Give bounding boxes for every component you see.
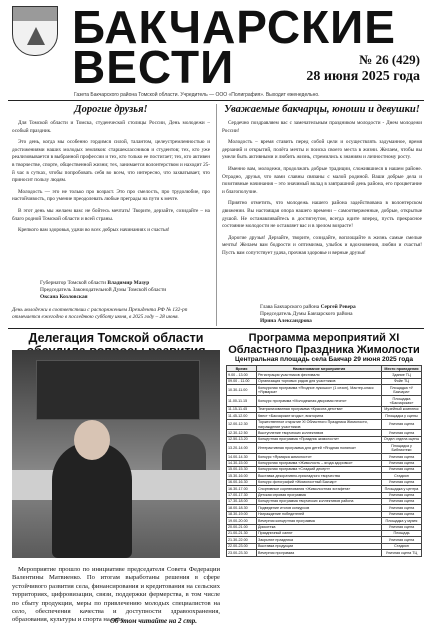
event-cell: Закрытие праздника — [257, 537, 382, 543]
continued-note: Об этом читайте на 2 стр. — [110, 617, 198, 625]
event-cell: Концертная программа «Праздник жимолости» — [257, 436, 382, 442]
place-cell: Уличная сцена — [382, 479, 422, 485]
event-cell: Концертная программа творческих коллективов района — [257, 498, 382, 504]
program-table — [226, 365, 422, 557]
article-body-text: Мероприятие прошло по инициативе председателя Совета Федерации Валентины Матвиенко. По итогам выработаны решения в сфере устойчивого развития села, финансирования и кредитования на сельских территориях, цифровизации, связи, поддержки фермерства, в том числе по сбыту продукции, меры по привлечению молодых специалистов на село, обеспечения качества и доступности здравоохранения, образования, культуры и спорта на селе. — [12, 566, 220, 624]
event-cell: Дискотека — [257, 524, 382, 530]
time-cell: 14.30-15.00 — [227, 460, 257, 466]
paragraph: Крепкого вам здоровья, удачи во всех добрых начинаниях и счастья! — [18, 227, 170, 234]
program-title: Программа мероприятий XI Областного Праздника Жимолости — [228, 332, 420, 356]
event-cell: Организация торговых рядов для участников — [257, 378, 382, 384]
event-cell: Конкурсная программа «Ягодное лукошко» (1 сезон), Мастер-класс «Ярмарка» — [257, 385, 382, 396]
paragraph: Это день, когда мы особенно гордимся силой, талантом, целеустремленностью и достижениями наших молодых земляков: старшеклассников и студентов; тех, кто уже реализовывается в выбранной профессии и тех, кто только ее постигает; тех, кто активен в творчестве, спорте, общественной жизни; тех, занимается волонтерством и находит 25-й час в сутках, чтобы попробовать себя во всем, что интересно, что захватывает, что приносит пользу людям. — [12, 139, 210, 184]
event-cell: Конкурс «Ярмарка жимолости» — [257, 454, 382, 460]
event-cell: Конкурс фотографий «Жимолостный Бакчар» — [257, 479, 382, 485]
event-cell: Театрализованная программа «Красота детства» — [257, 406, 382, 412]
paragraph: Дорогие друзья! Дерзайте, творите, созидайте, воплощайте в жизнь самые смелые мечты! Желаем вам бодрости и оптимизма, улыбок и вдохновения, любви и счастья! Пусть вам сопутствует удача, прочная здоровье и верные друзья! — [222, 234, 422, 256]
place-cell: Уличная сцена — [382, 511, 422, 517]
right-greeting-heading: Уважаемые бакчарцы, юноши и девушки! — [224, 104, 420, 115]
left-greeting-heading: Дорогие друзья! — [74, 104, 148, 115]
signer-name: Сергей Ревера — [320, 304, 356, 310]
place-cell: Площадка «У Бакчара» — [382, 385, 422, 396]
place-cell: Отдел отдела сцены — [382, 436, 422, 442]
time-cell: 11.00-11.15 — [227, 396, 257, 407]
place-cell: Площадка у сцены — [382, 413, 422, 419]
masthead — [0, 0, 432, 96]
time-cell: 10.30-11.00 — [227, 385, 257, 396]
place-cell: Стадион — [382, 473, 422, 479]
table-row — [227, 550, 422, 556]
signer-role: Председатель Законодательной Думы Томской области — [40, 287, 167, 293]
table-row — [227, 443, 422, 454]
coat-of-arms-icon — [12, 6, 58, 56]
event-cell: Конкурсная программа «Жимолость – ягода здоровья» — [257, 460, 382, 466]
right-signers — [260, 304, 422, 325]
place-cell: Здание ТЦ — [382, 372, 422, 378]
event-cell: Квест «Бакчарские ягоды», викторина — [257, 413, 382, 419]
place-cell: Уличная сцена — [382, 524, 422, 530]
time-cell: 12.50-13.20 — [227, 436, 257, 442]
table-row — [227, 396, 422, 407]
paragraph: Приятно отметить, что молодежь нашего района задействована в волонтерском движении. Вы настоящая опора нашего времени – самоотверженные, добрые, открытые душой. Не останавливайтесь в достигнутом, всегда идите вперед, пусть прекрасное состояние молодости не оставляет вас и в зрелом возрасте! — [222, 200, 422, 230]
event-cell: Подведение итогов конкурсов — [257, 505, 382, 511]
time-cell: 22.00-23.00 — [227, 543, 257, 549]
event-cell: Выставка декоративно-прикладного творчества — [257, 473, 382, 479]
right-greeting-text — [222, 120, 422, 258]
time-cell: 16.00-16.30 — [227, 479, 257, 485]
time-cell: 9.00 - 13.00 — [227, 372, 257, 378]
place-cell: Уличная сцена — [382, 505, 422, 511]
event-cell: Конкурсная программа «Сладкий десерт» — [257, 466, 382, 472]
place-cell: Площадка у музея — [382, 518, 422, 524]
paragraph: Молодость — это не только про возраст. Это про смелость, про трудолюбие, про настойчивость, про умение преодолевать любые преграды на пути к мечте. — [12, 188, 210, 203]
place-cell: Уличная сцена — [382, 454, 422, 460]
table-row — [227, 385, 422, 396]
paragraph: Для Томской области и Томска, студенческой столицы России, День молодежи – особый праздник. — [12, 120, 210, 134]
time-cell: 14.00-14.30 — [227, 454, 257, 460]
newspaper-title-line1: БАКЧАРСКИЕ — [72, 1, 396, 53]
time-cell: 19.00-20.00 — [227, 518, 257, 524]
left-signers — [40, 280, 210, 301]
issue-number: № 26 (429) — [359, 52, 420, 67]
time-cell: 11.45-12.00 — [227, 413, 257, 419]
header-time: Время — [227, 366, 257, 372]
place-cell: Уличная сцена — [382, 492, 422, 498]
header-event: Наименование мероприятия — [257, 366, 382, 372]
article-photo — [12, 350, 220, 558]
event-cell: Праздничный салют — [257, 530, 382, 536]
signer-name: Ирина Александрова — [260, 318, 312, 324]
event-cell: Конкурс программа «Молодежная дворовая песня» — [257, 396, 382, 407]
time-cell: 15.30-16.00 — [227, 473, 257, 479]
place-cell: Площадка у центра — [382, 486, 422, 492]
place-cell: Уличная сцена ТЦ — [382, 550, 422, 556]
place-cell: Площадь — [382, 530, 422, 536]
time-cell: 18.30-19.00 — [227, 511, 257, 517]
tagline: Газета Бакчарского района Томской области. Учредитель — ООО «Полиграфия». Выходит еженедельно. — [74, 92, 320, 98]
paragraph: В этот день мы желаем вам: не бойтесь мечтать! Творите, дерзайте, созидайте – на благо родной Томской области и всей страны. — [12, 207, 210, 222]
paragraph: Сердечно поздравляем вас с замечательным праздником молодости - Днем молодежи России! — [222, 120, 422, 134]
time-cell: 09.00 - 11.00 — [227, 378, 257, 384]
signer-name: Оксана Козловская — [40, 294, 88, 300]
time-cell: 11.15-11.45 — [227, 406, 257, 412]
time-cell: 16.30-17.00 — [227, 486, 257, 492]
signer-role: Губернатор Томской области — [40, 280, 107, 286]
divider — [8, 100, 424, 101]
place-cell: Уличная сцена — [382, 430, 422, 436]
event-cell: Выставка продукции — [257, 543, 382, 549]
youth-day-note: День молодежи в соответствии с распоряжением Президента РФ № 132-рп отмечается ежегодно в последнюю субботу июня, в 2025 году – 28 июня. — [12, 307, 188, 320]
time-cell: 18.00-18.30 — [227, 505, 257, 511]
place-cell: Уличная сцена — [382, 466, 422, 472]
place-cell: Музейный комплекс — [382, 406, 422, 412]
issue-date: 28 июня 2025 года — [306, 69, 420, 84]
place-cell: Стадион — [382, 543, 422, 549]
column-divider — [216, 104, 217, 326]
place-cell: Уличная сцена — [382, 460, 422, 466]
signer-role: Глава Бакчарского района — [260, 304, 320, 310]
paragraph: Именно вам, молодежи, продолжать добрые традиции, сложившиеся в нашем районе. Отрадно, друзья, что вами славны связаны с малой родиной. Ваши добрые дела и позитивные начинания – это значимый вклад в завтрашний день района, его процветание и благополучие. — [222, 165, 422, 195]
time-cell: 23.00-23.30 — [227, 550, 257, 556]
signer-role: Председатель Думы Бакчарского района — [260, 311, 353, 317]
time-cell: 15.00-15.30 — [227, 466, 257, 472]
table-row — [227, 419, 422, 430]
time-cell: 13.20-14.00 — [227, 443, 257, 454]
time-cell: 21.00-21.30 — [227, 530, 257, 536]
place-cell: Фойе ТЦ — [382, 378, 422, 384]
program-subtitle: Центральная площадь села Бакчар 29 июня 2025 года — [235, 356, 413, 363]
time-cell: 17.00-17.30 — [227, 492, 257, 498]
left-greeting-text — [12, 120, 210, 235]
event-cell: Регистрация участников фестиваля — [257, 372, 382, 378]
event-cell: Вечерняя концертная программа — [257, 518, 382, 524]
event-cell: Награждение победителей — [257, 511, 382, 517]
event-cell: Торжественное открытие XI Областного Праздника Жимолости, награждение участников — [257, 419, 382, 430]
event-cell: Выступление творческих коллективов — [257, 430, 382, 436]
time-cell: 20.00-21.00 — [227, 524, 257, 530]
time-cell: 12.00-12.30 — [227, 419, 257, 430]
event-cell: Спортивные соревнования «Жимолостная эстафета» — [257, 486, 382, 492]
time-cell: 12.30-12.50 — [227, 430, 257, 436]
place-cell: Площадка у Библиотеки — [382, 443, 422, 454]
place-cell: Уличная сцена — [382, 498, 422, 504]
article-title: Делегация Томской области — [28, 331, 204, 345]
event-cell: Детская игровая программа — [257, 492, 382, 498]
place-cell: Уличная сцена — [382, 537, 422, 543]
time-cell: 17.30-18.00 — [227, 498, 257, 504]
divider — [8, 328, 424, 329]
place-cell: Уличная сцена — [382, 419, 422, 430]
place-cell: Площадка «Бакчарская» — [382, 396, 422, 407]
header-place: Место проведения — [382, 366, 422, 372]
event-cell: Интерактивная программа для детей «Ягодная полянка» — [257, 443, 382, 454]
time-cell: 21.30-22.00 — [227, 537, 257, 543]
event-cell: Вечерняя программа — [257, 550, 382, 556]
newspaper-title-line2: ВЕСТИ — [72, 41, 235, 93]
signer-name: Владимир Мазур — [107, 280, 150, 286]
paragraph: Молодость – время ставить перед собой цели и осуществлять задуманное, время дерзаний и открытий, полёта мечты и поиска своего места в жизни. Желаем, чтобы вы умели быть активными и любить жизнь, стремились к знаниям и личностному росту. — [222, 139, 422, 161]
